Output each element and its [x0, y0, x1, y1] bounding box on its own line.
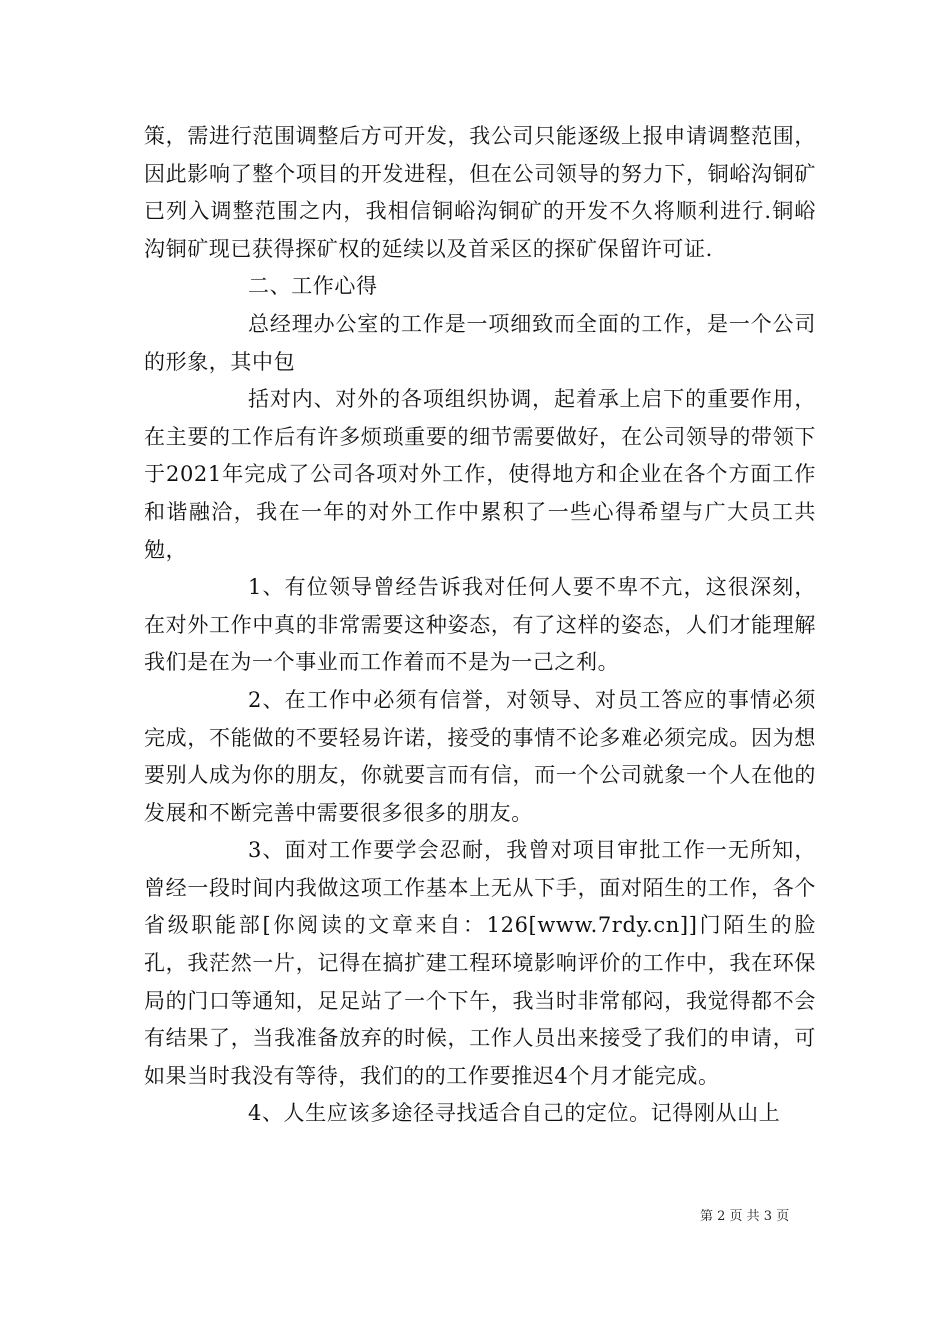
- paragraph-point-3: 3、面对工作要学会忍耐，我曾对项目审批工作一无所知，曾经一段时间内我做这项工作基本上无从下手，面对陌生的工作，各个省级职能部[你阅读的文章来自：126[www.7rdy.cn]]门陌生的脸孔，我茫然一片，记得在搞扩建工程环境影响评价的工作中，我在环保局的门口等通知，足足站了一个下午，我当时非常郁闷，我觉得都不会有结果了，当我准备放弃的时候，工作人员出来接受了我们的申请，可如果当时我没有等待，我们的的工作要推迟4个月才能完成。: [144, 838, 816, 1088]
- paragraph-office-work-detail: 括对内、对外的各项组织协调，起着承上启下的重要作用，在主要的工作后有许多烦琐重要的细节需要做好，在公司领导的带领下于2021年完成了公司各项对外工作，使得地方和企业在各个方面工作和谐融洽，我在一年的对外工作中累积了一些心得希望与广大员工共勉，: [144, 387, 816, 562]
- paragraph-point-1: 1、有位领导曾经告诉我对任何人要不卑不亢，这很深刻，在对外工作中真的非常需要这种姿态，有了这样的姿态，人们才能理解我们是在为一个事业而工作着而不是为一己之利。: [144, 575, 816, 675]
- paragraph-policy-adjustment: 策，需进行范围调整后方可开发，我公司只能逐级上报申请调整范围，因此影响了整个项目的开发进程，但在公司领导的努力下，铜峪沟铜矿已列入调整范围之内，我相信铜峪沟铜矿的开发不久将顺利进行.铜峪沟铜矿现已获得探矿权的延续以及首采区的探矿保留许可证.: [144, 124, 816, 261]
- page-number-footer: 第 2 页 共 3 页: [700, 1209, 790, 1224]
- paragraph-point-2: 2、在工作中必须有信誉，对领导、对员工答应的事情必须完成，不能做的不要轻易许诺，接受的事情不论多难必须完成。因为想要别人成为你的朋友，你就要言而有信，而一个公司就象一个人在他的发展和不断完善中需要很多很多的朋友。: [144, 687, 816, 825]
- section-heading-work-experience: 二、工作心得: [248, 274, 378, 299]
- paragraph-office-work-intro: 总经理办公室的工作是一项细致而全面的工作，是一个公司的形象，其中包: [144, 311, 816, 374]
- paragraph-point-4: 4、人生应该多途径寻找适合自己的定位。记得刚从山上: [248, 1101, 781, 1126]
- document-body: [144, 118, 816, 1133]
